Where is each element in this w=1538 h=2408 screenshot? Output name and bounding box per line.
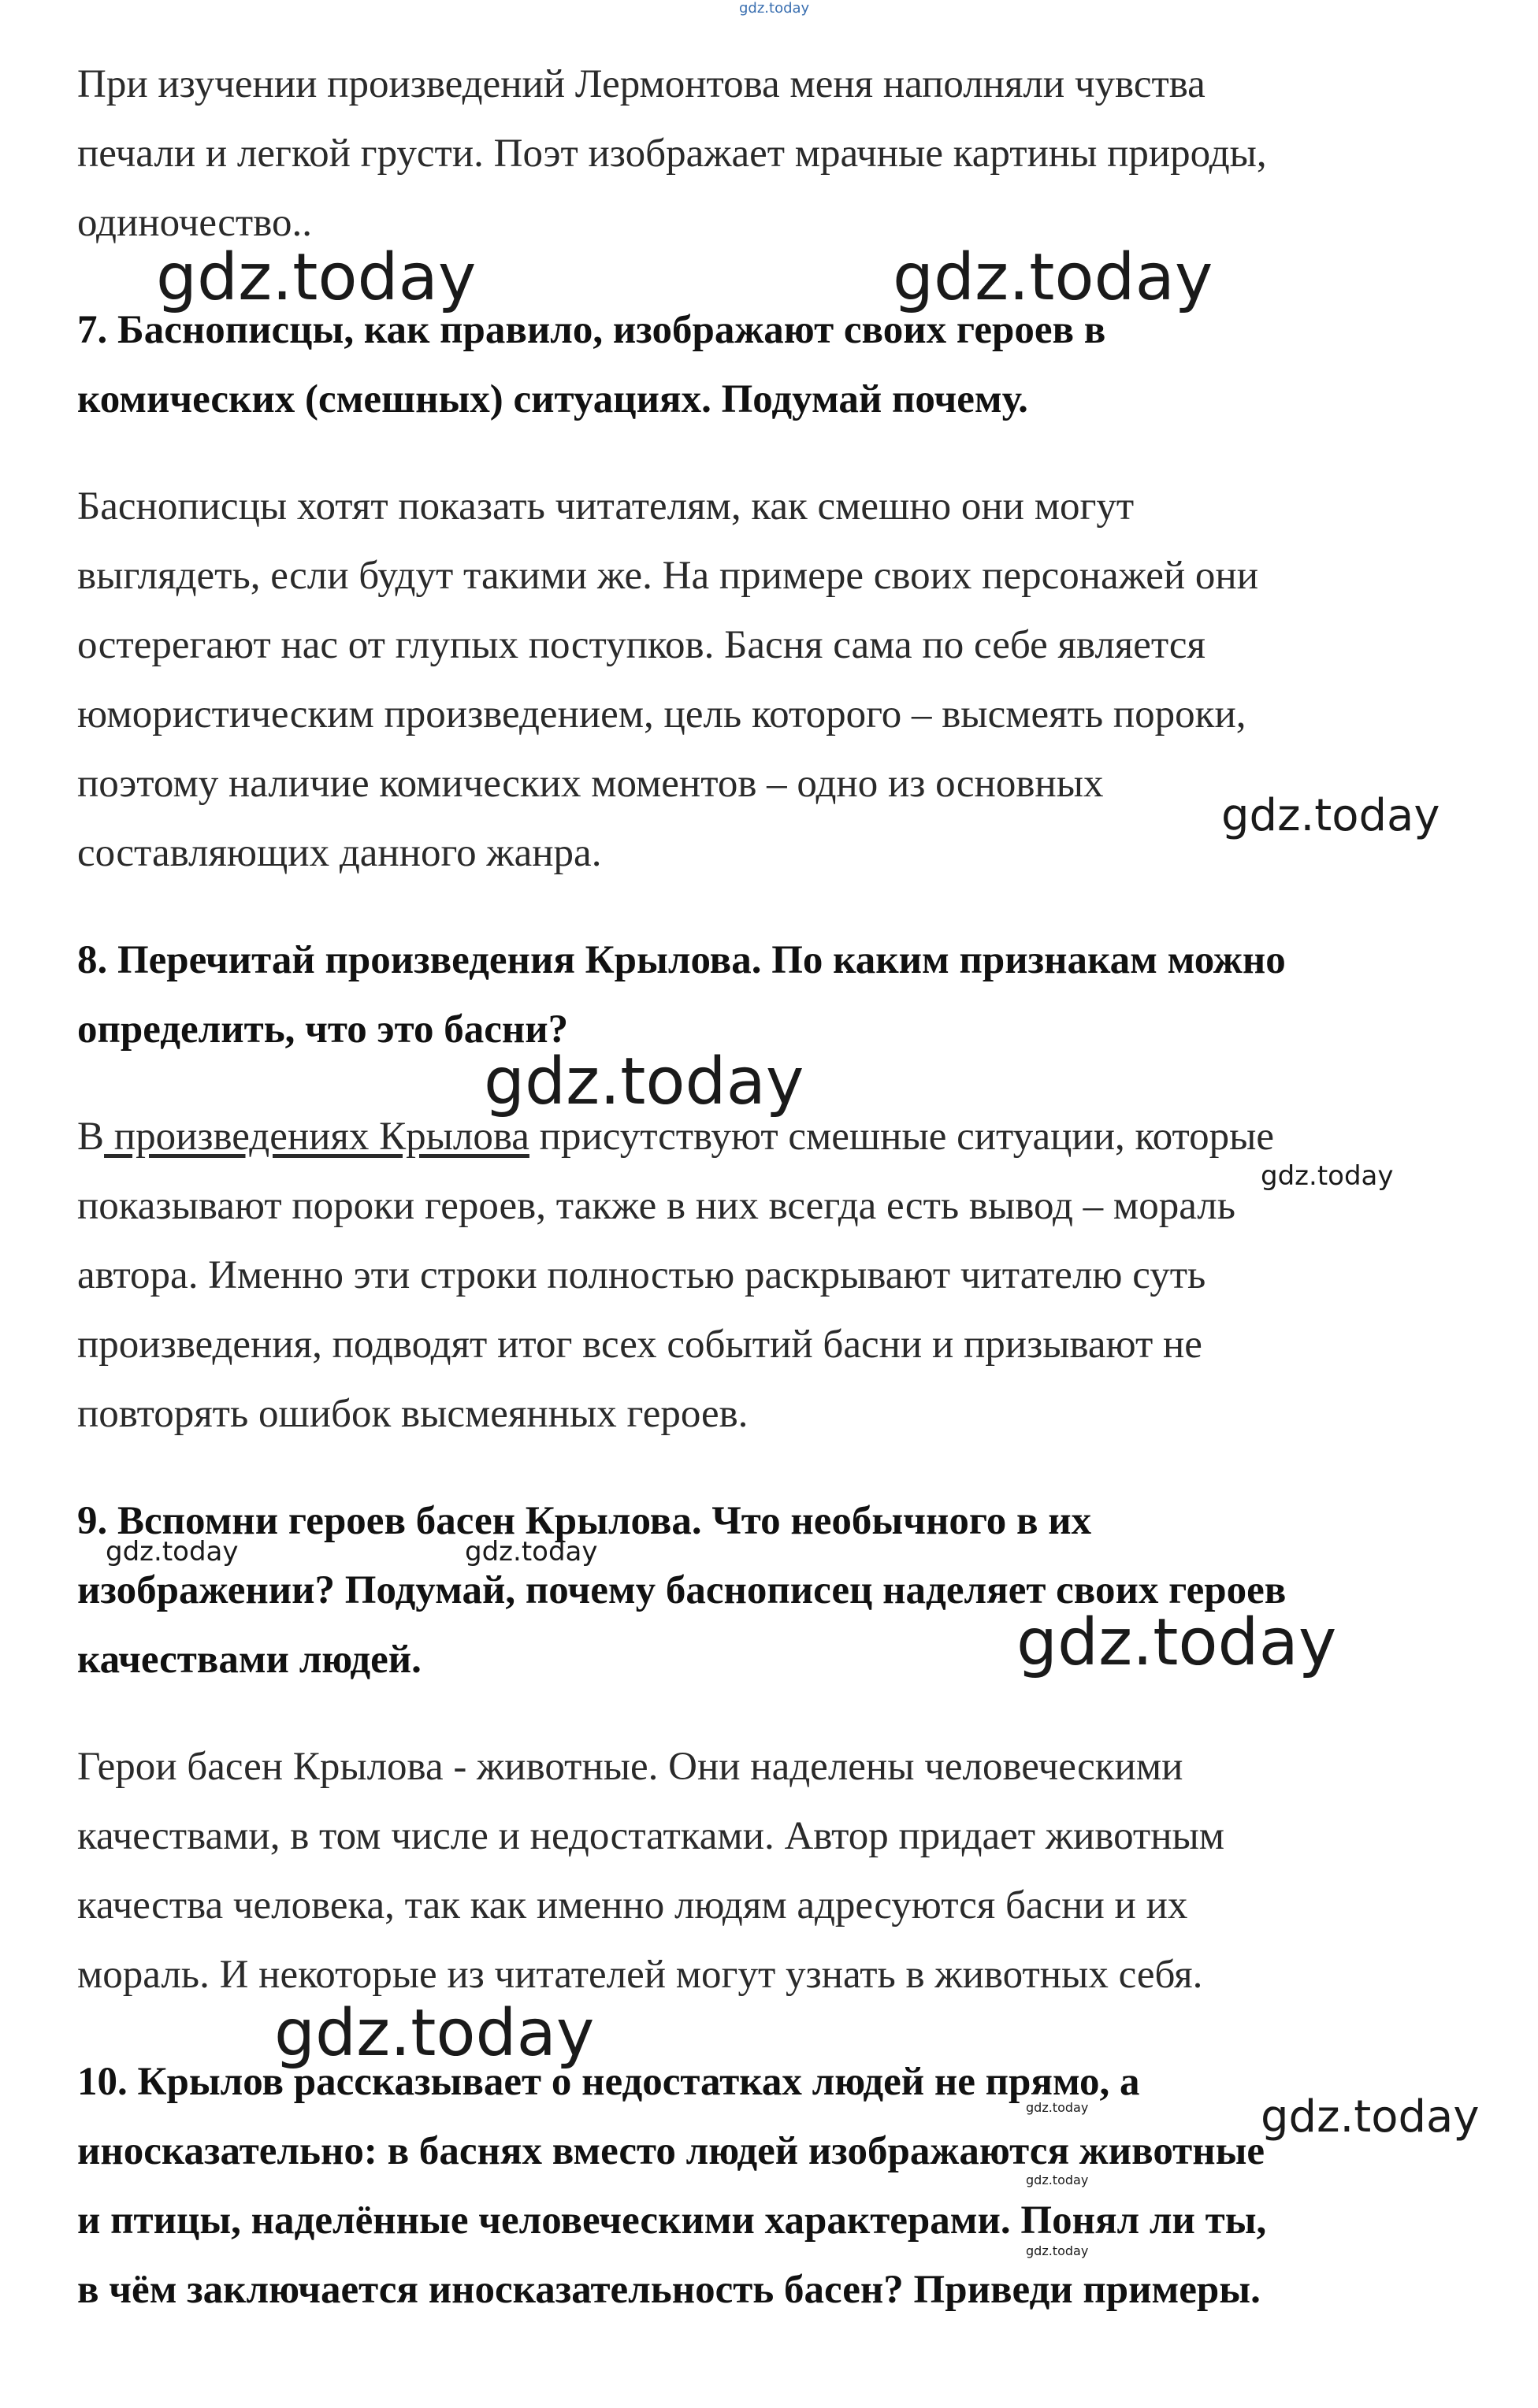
watermark: gdz.today: [893, 240, 1213, 315]
watermark: gdz.today: [1221, 790, 1440, 841]
answer-7-line: поэтому наличие комических моментов – одно из основных: [77, 762, 1104, 806]
answer-8-line: повторять ошибок высмеянных героев.: [77, 1392, 749, 1436]
question-8-line: определить, что это басни?: [77, 1007, 569, 1052]
watermark: gdz.today: [1261, 2091, 1480, 2143]
watermark: gdz.today: [484, 1044, 804, 1119]
watermark: gdz.today: [1026, 2243, 1089, 2258]
answer-9-line: качества человека, так как именно людям адресуются басни и их: [77, 1883, 1188, 1928]
answer-8-rest: присутствуют смешные ситуации, которые: [529, 1115, 1275, 1159]
answer-7-line: юмористическим произведением, цель которого – высмеять пороки,: [77, 692, 1246, 736]
answer-8-line: автора. Именно эти строки полностью раскрывают читателю суть: [77, 1253, 1206, 1297]
question-7-line: комических (смешных) ситуациях. Подумай почему.: [77, 377, 1028, 421]
question-10-line: иносказательно: в баснях вместо людей изображаются животные: [77, 2129, 1265, 2173]
answer-7-line: выглядеть, если будут такими же. На примере своих персонажей они: [77, 554, 1258, 598]
answer-9-line: мораль. И некоторые из читателей могут узнать в животных себя.: [77, 1953, 1203, 1997]
watermark: gdz.today: [1016, 1605, 1337, 1680]
question-9-line: качествами людей.: [77, 1638, 422, 1682]
answer-8-underlined: произведениях Крылова: [104, 1115, 529, 1159]
answer-7-line: остерегают нас от глупых поступков. Басня сама по себе является: [77, 623, 1206, 667]
watermark: gdz.today: [1026, 2100, 1089, 2115]
question-10-line: в чём заключается иносказательность басен? Приведи примеры.: [77, 2268, 1261, 2312]
watermark: gdz.today: [274, 1996, 595, 2071]
question-10-line: 10. Крылов рассказывает о недостатках людей не прямо, а: [77, 2060, 1140, 2104]
question-9-line: изображении? Подумай, почему баснописец наделяет своих героев: [77, 1568, 1287, 1612]
question-10-line: и птицы, наделённые человеческими характерами. Понял ли ты,: [77, 2198, 1267, 2243]
answer-6-line: При изучении произведений Лермонтова меня наполняли чувства: [77, 62, 1206, 106]
watermark-top: gdz.today: [739, 0, 810, 17]
watermark: gdz.today: [156, 240, 477, 315]
question-9-line: 9. Вспомни героев басен Крылова. Что необычного в их: [77, 1499, 1092, 1543]
answer-8-line: показывают пороки героев, также в них всегда есть вывод – мораль: [77, 1184, 1235, 1228]
answer-7-line: составляющих данного жанра.: [77, 831, 602, 875]
watermark: gdz.today: [1026, 2172, 1089, 2187]
answer-8-line: произведения, подводят итог всех событий басни и призывают не: [77, 1323, 1202, 1367]
question-8-line: 8. Перечитай произведения Крылова. По каким признакам можно: [77, 938, 1286, 982]
answer-9-line: качествами, в том числе и недостатками. Автор придает животным: [77, 1814, 1225, 1858]
answer-7-line: Баснописцы хотят показать читателям, как смешно они могут: [77, 484, 1135, 529]
question-7-line: 7. Баснописцы, как правило, изображают своих героев в: [77, 308, 1106, 352]
watermark: gdz.today: [106, 1536, 239, 1568]
answer-6-line: одиночество..: [77, 201, 312, 245]
answer-8-line: [77, 1113, 1274, 1160]
watermark: gdz.today: [1261, 1160, 1394, 1192]
answer-9-line: Герои басен Крылова - животные. Они наделены человеческими: [77, 1745, 1183, 1789]
answer-6-line: печали и легкой грусти. Поэт изображает мрачные картины природы,: [77, 132, 1267, 176]
watermark: gdz.today: [465, 1536, 598, 1568]
answer-8-start: В: [77, 1115, 105, 1159]
